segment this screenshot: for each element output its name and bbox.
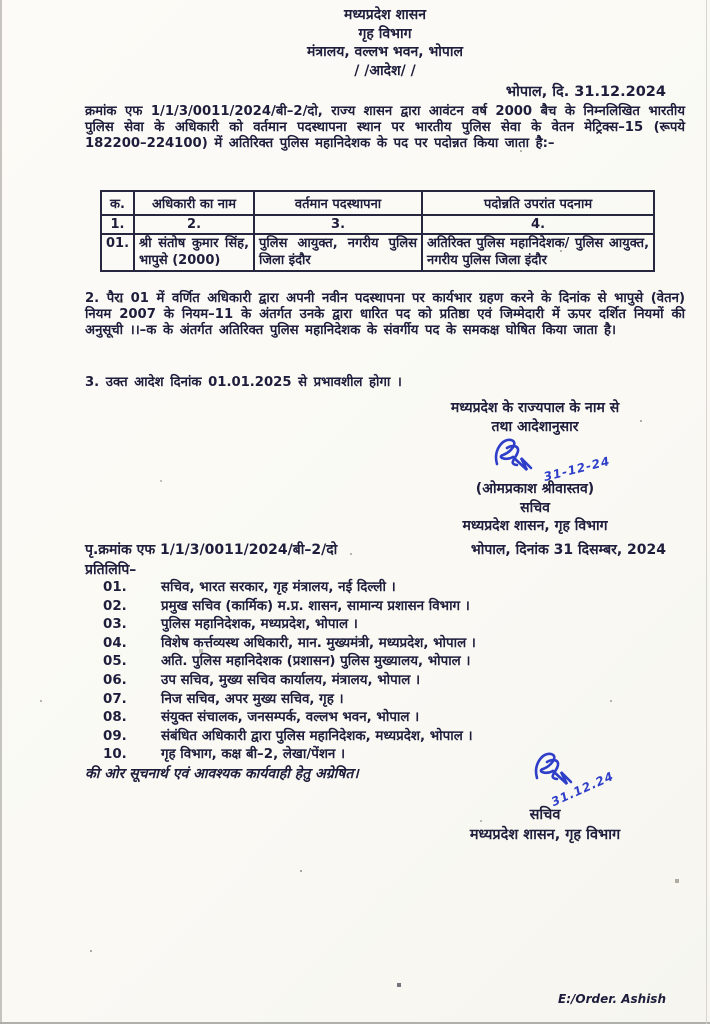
list-item — [103, 728, 663, 747]
item-text: गृह विभाग, कक्ष बी–2, लेखा/पेंशन । — [161, 747, 346, 763]
col-number-1: 1. — [101, 215, 134, 234]
item-text: संबंधित अधिकारी द्वारा पुलिस महानिदेशक, मध्यप्रदेश, भोपाल । — [161, 728, 473, 744]
item-number: 02. — [103, 598, 127, 614]
item-number: 05. — [103, 654, 127, 670]
bottom-signatory-block — [400, 806, 690, 845]
order-paragraph-3: 3. उक्त आदेश दिनांक 01.01.2025 से प्रभावशील होगा । — [85, 375, 402, 390]
item-number: 03. — [103, 617, 127, 633]
copy-to-label: प्रतिलिपि– — [85, 562, 137, 578]
col-number-3: 3. — [254, 215, 422, 234]
promotion-table — [100, 190, 655, 272]
item-number: 09. — [103, 728, 127, 744]
col-number-2: 2. — [134, 215, 254, 234]
item-number: 10. — [103, 747, 127, 763]
forwarding-note: की ओर सूचनार्थ एवं आवश्यक कार्यवाही हेतु अग्रेषित। — [85, 766, 359, 782]
endorsement-ref-number: पृ.क्रमांक एफ 1/1/3/0011/2024/बी–2/दो — [85, 542, 338, 558]
table-row — [101, 234, 654, 271]
list-item — [103, 598, 663, 617]
department-name: गृह विभाग — [358, 25, 412, 42]
item-text: सचिव, भारत सरकार, गृह मंत्रालय, नई दिल्ली । — [161, 580, 396, 595]
issue-place-date: भोपाल, दि. 31.12.2024 — [505, 84, 666, 100]
list-item — [103, 709, 663, 728]
signature-date: 31-12-24 — [542, 453, 612, 485]
item-text: पुलिस महानिदेशक, मध्यप्रदेश, भोपाल । — [161, 617, 358, 633]
authority-line-2: तथा आदेशानुसार — [491, 418, 579, 435]
table-number-row — [101, 215, 654, 234]
signatory-designation: सचिव — [529, 807, 561, 823]
item-text: उप सचिव, मुख्य सचिव कार्यालय, मंत्रालय, भोपाल । — [161, 672, 421, 688]
table-header-row — [101, 191, 654, 215]
officer-sno: 01. — [101, 234, 134, 271]
col-number-4: 4. — [422, 215, 654, 234]
signatory-department: मध्यप्रदेश शासन, गृह विभाग — [469, 826, 621, 843]
list-item — [103, 691, 663, 710]
col-header-promoted-post: पदोन्नति उपरांत पदनाम — [422, 191, 654, 215]
item-text: संयुक्त संचालक, जनसम्पर्क, वल्लभ भवन, भोपाल । — [161, 710, 420, 726]
scan-edge-right — [706, 0, 707, 1024]
list-item — [103, 579, 663, 598]
list-item — [103, 635, 663, 654]
item-number: 01. — [103, 580, 127, 595]
officer-current-posting: पुलिस आयुक्त, नगरीय पुलिस जिला इंदौर — [254, 234, 422, 271]
copy-to-list — [103, 579, 663, 765]
order-paragraph-2: 2. पैरा 01 में वर्णित अधिकारी द्वारा अपनी नवीन पदस्थापना पर कार्यभार ग्रहण करने के दिनांक से भापुसे (वेतन) नियम 2007 के नियम–11 के अंतर्गत उनके द्वारा धारित पद को प्रतिष्ठा एवं जिम्मेदारी में ऊपर दर्शित नियमों की अनुसूची ।।–क के अंतर्गत अतिरिक्त पुलिस महानिदेशक के संवर्गीय पद के समकक्ष घोषित किया जाता है। — [85, 291, 685, 338]
col-header-sno: क. — [101, 191, 134, 215]
signing-authority-block — [385, 399, 685, 536]
item-text: प्रमुख सचिव (कार्मिक) म.प्र. शासन, सामान्य प्रशासन विभाग । — [161, 598, 470, 614]
item-number: 08. — [103, 710, 127, 726]
col-header-name: अधिकारी का नाम — [134, 191, 254, 215]
office-address: मंत्रालय, वल्लभ भवन, भोपाल — [307, 44, 463, 60]
signature-zone-2 — [505, 748, 635, 808]
signatory-designation: सचिव — [520, 499, 550, 516]
signature-zone — [385, 436, 685, 485]
government-name: मध्यप्रदेश शासन — [344, 7, 426, 23]
order-title: / /आदेश/ / — [354, 62, 416, 79]
item-text: विशेष कर्त्तव्यस्थ अधिकारी, मान. मुख्यमंत्री, मध्यप्रदेश, भोपाल । — [161, 635, 476, 651]
endorsement-ref-row — [85, 540, 666, 559]
item-number: 06. — [103, 672, 127, 688]
authority-line-1: मध्यप्रदेश के राज्यपाल के नाम से — [450, 400, 620, 416]
officer-name: श्री संतोष कुमार सिंह, भापुसे (2000) — [134, 234, 254, 271]
item-number: 04. — [103, 635, 127, 651]
list-item — [103, 672, 663, 691]
item-text: निज सचिव, अपर मुख्य सचिव, गृह । — [161, 691, 344, 707]
item-text: अति. पुलिस महानिदेशक (प्रशासन) पुलिस मुख्यालय, भोपाल । — [161, 654, 471, 670]
scan-edge-left — [0, 0, 2, 1024]
signatory-department: मध्यप्रदेश शासन, गृह विभाग — [462, 518, 608, 534]
scan-noise — [0, 0, 2, 2]
endorsement-place-date: भोपाल, दिनांक 31 दिसम्बर, 2024 — [470, 542, 666, 558]
document-header — [60, 6, 710, 80]
signatory-name: (ओमप्रकाश श्रीवास्तव) — [475, 481, 595, 497]
item-number: 07. — [103, 691, 127, 707]
list-item — [103, 653, 663, 672]
file-path-note: E:/Order. Ashish — [558, 992, 666, 1006]
order-paragraph-1: क्रमांक एफ 1/1/3/0011/2024/बी–2/दो, राज्य शासन द्वारा आवंटन वर्ष 2000 बैच के निम्नलिखित भारतीय पुलिस सेवा के अधिकारी को वर्तमान पदस्थापना स्थान पर भारतीय पुलिस सेवा के वेतन मेट्रिक्स–15 (रूपये 182200–224100) में अतिरिक्त पुलिस महानिदेशक के पद पर पदोन्नत किया जाता है:– — [85, 104, 685, 151]
list-item — [103, 616, 663, 635]
signature-date: 31.12.24 — [549, 768, 617, 810]
col-header-current-posting: वर्तमान पदस्थापना — [254, 191, 422, 215]
officer-promoted-post: अतिरिक्त पुलिस महानिदेशक/ पुलिस आयुक्त, नगरीय पुलिस जिला इंदौर — [422, 234, 654, 271]
